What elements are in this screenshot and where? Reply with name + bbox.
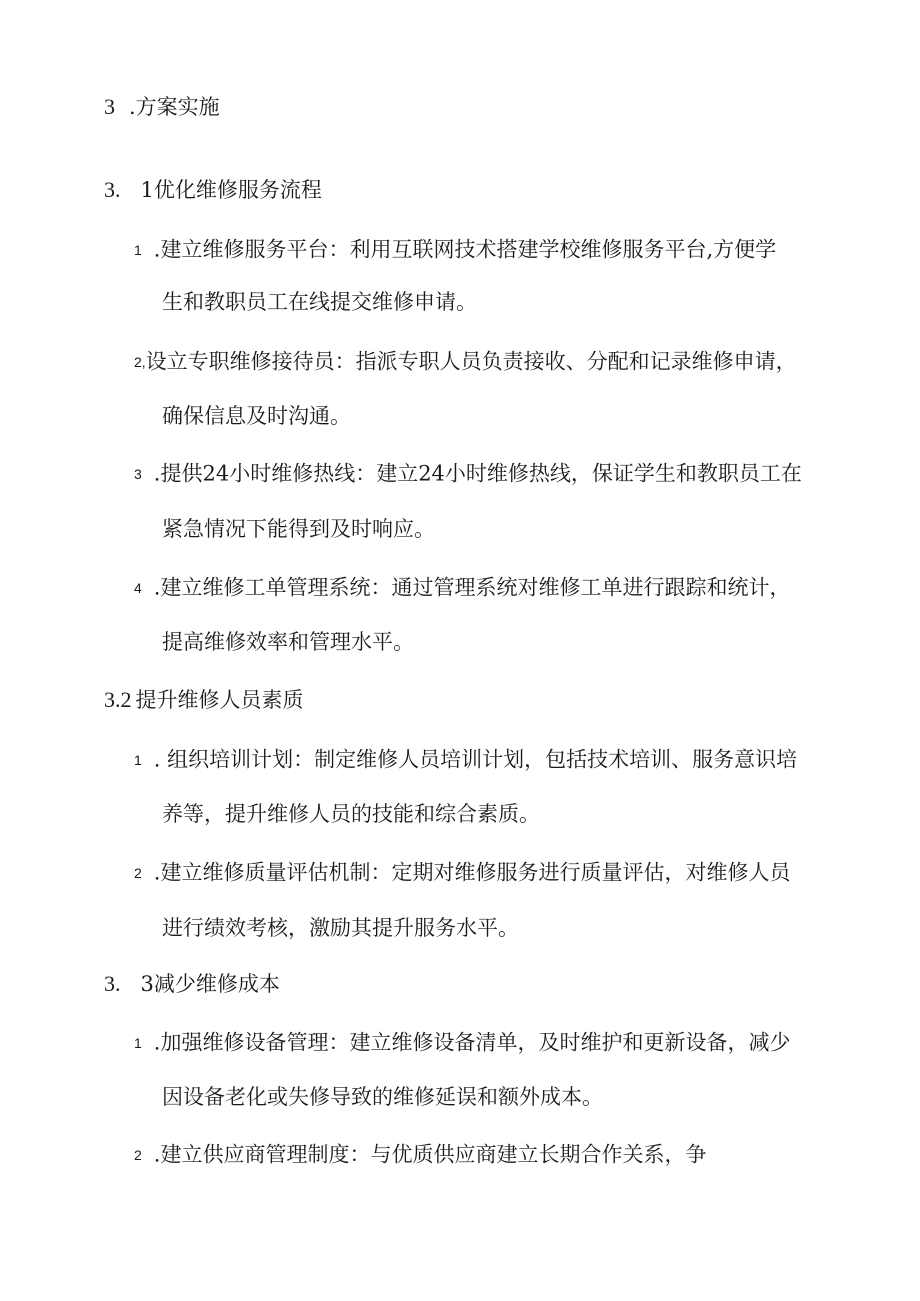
item-text: .加强维修设备管理：建立维修设备清单，及时维护和更新设备，减少: [153, 1030, 791, 1055]
list-item: [134, 857, 790, 887]
item-number: 1: [134, 1034, 142, 1051]
section-heading: [104, 93, 220, 121]
subsection-title-3-1: [104, 176, 322, 204]
list-item: [134, 234, 776, 264]
item-text: .建立供应商管理制度：与优质供应商建立长期合作关系，争: [153, 1142, 707, 1167]
item-continuation: 生和教职员工在线提交维修申请。: [162, 290, 477, 314]
item-continuation: 提高维修效率和管理水平。: [162, 630, 414, 654]
item-continuation: 确保信息及时沟通。: [162, 404, 351, 428]
item-number: 4: [134, 579, 142, 596]
item-number: 3: [134, 465, 142, 482]
subsection-number: 3.2: [104, 687, 132, 712]
item-continuation: 进行绩效考核，激励其提升服务水平。: [162, 916, 519, 940]
item-continuation: 紧急情况下能得到及时响应。: [162, 517, 435, 541]
item-text: . 组织培训计划：制定维修人员培训计划，包括技术培训、服务意识培: [153, 747, 798, 772]
list-item: [134, 1139, 706, 1169]
subsection-number: 3.: [104, 971, 121, 996]
list-item: [134, 346, 797, 376]
subsection-title-text: 3减少维修成本: [140, 972, 280, 996]
heading-number: 3: [104, 94, 115, 119]
item-number: 1: [134, 751, 142, 768]
item-continuation: 因设备老化或失修导致的维修延误和额外成本。: [162, 1085, 603, 1109]
item-text: 设立专职维修接待员：指派专职人员负责接收、分配和记录维修申请，: [145, 349, 797, 374]
list-item: [134, 572, 790, 602]
item-number: 2: [134, 864, 142, 881]
subsection-number: 3.: [104, 177, 121, 202]
item-number: 2,: [134, 353, 146, 370]
item-text: .建立维修服务平台：利用互联网技术搭建学校维修服务平台,方便学: [153, 237, 777, 262]
subsection-title-text: 1优化维修服务流程: [140, 178, 322, 202]
subsection-title-text: 提升维修人员素质: [135, 688, 304, 712]
subsection-title-3-3: [104, 970, 280, 998]
list-item: [134, 744, 797, 774]
list-item: [134, 458, 802, 488]
subsection-title-3-2: [104, 686, 304, 714]
item-text: .建立维修质量评估机制：定期对维修服务进行质量评估，对维修人员: [153, 860, 791, 885]
heading-text: .方案实施: [129, 95, 220, 119]
list-item: [134, 1027, 790, 1057]
item-text: .建立维修工单管理系统：通过管理系统对维修工单进行跟踪和统计，: [153, 575, 791, 600]
item-continuation: 养等，提升维修人员的技能和综合素质。: [162, 802, 540, 826]
item-text: .提供24小时维修热线：建立24小时维修热线，保证学生和教职员工在: [153, 461, 802, 486]
item-number: 1: [134, 241, 142, 258]
item-number: 2: [134, 1146, 142, 1163]
